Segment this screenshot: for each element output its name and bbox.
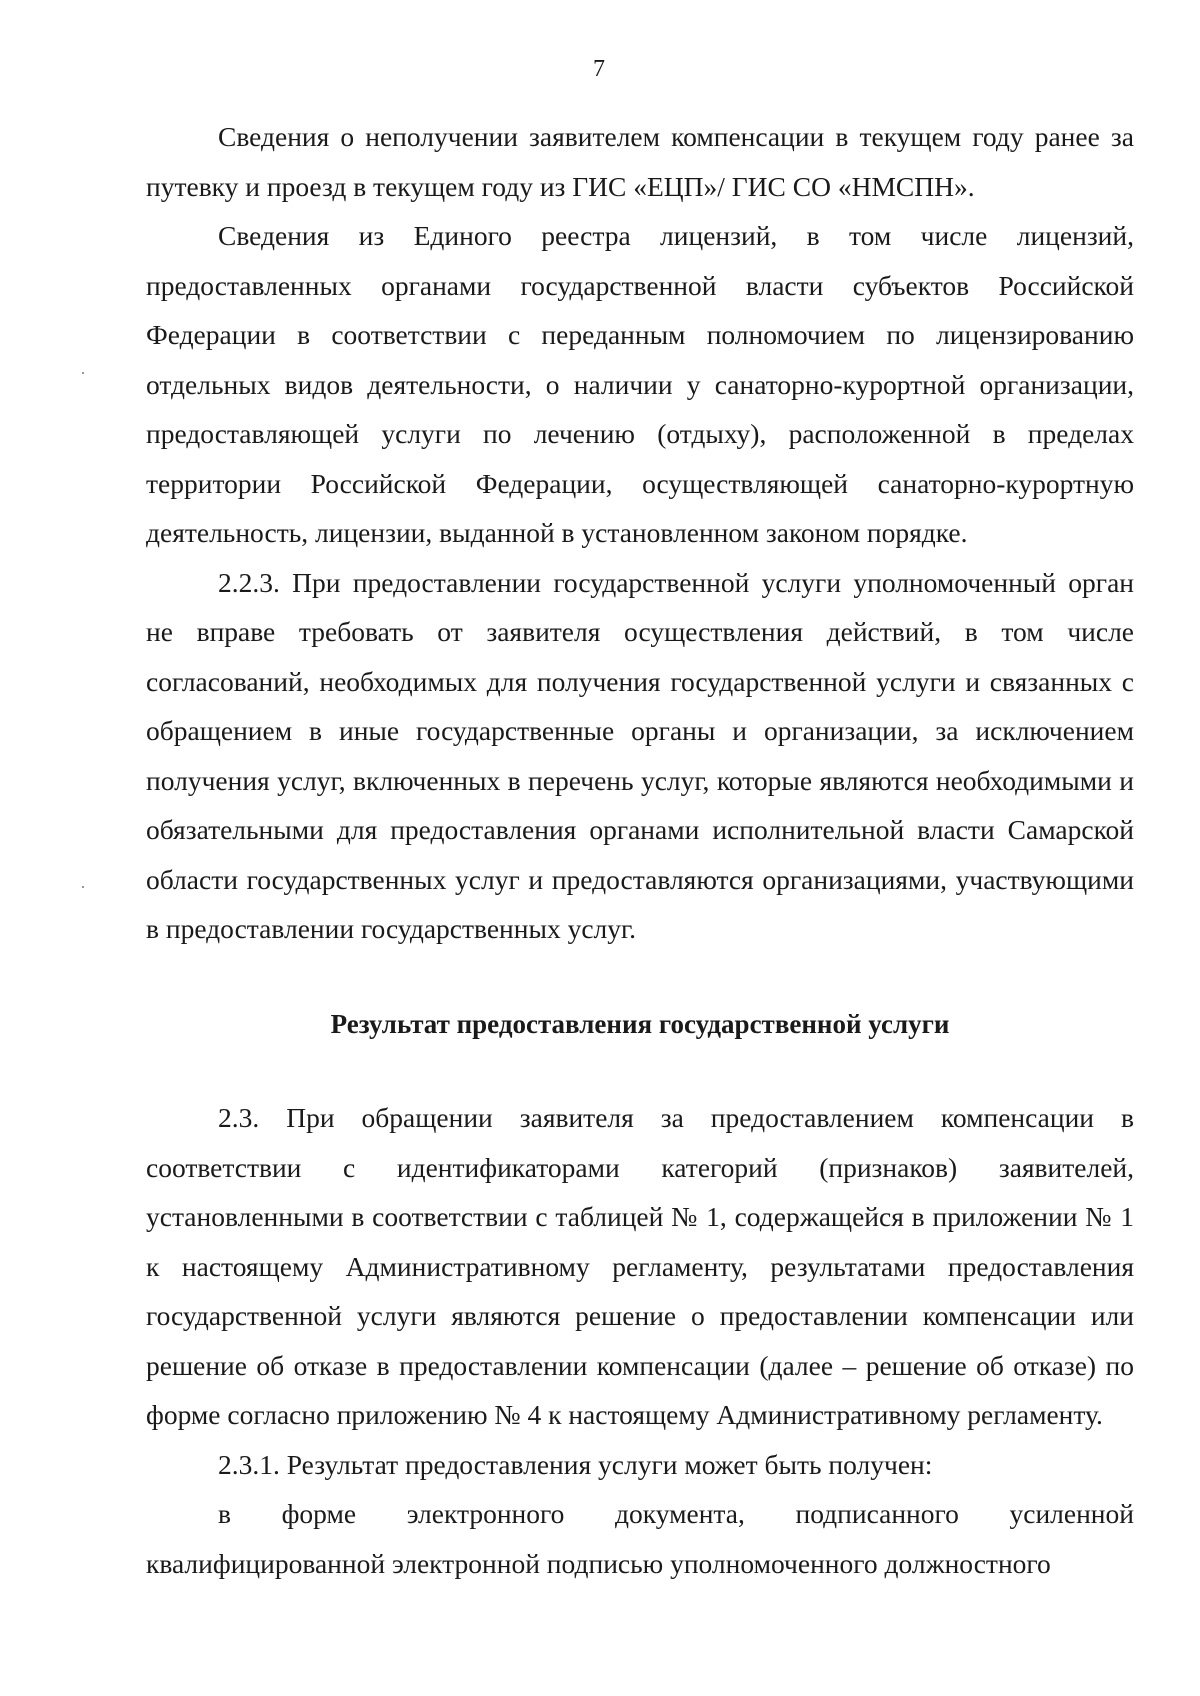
- paragraph-2-3-1: 2.3.1. Результат предоставления услуги может быть получен:: [218, 1448, 933, 1480]
- margin-mark: [82, 372, 84, 374]
- document-body: [146, 112, 1134, 1588]
- paragraph-electronic-document: в форме электронного документа, подписанного усиленной квалифицированной электронной подписью уполномоченного должностного: [146, 1498, 1134, 1579]
- paragraph-license-registry: Сведения из Единого реестра лицензий, в том числе лицензий, предоставленных органами государственной власти субъектов Российской Федерации в соответствии с переданным полномочием по лицензированию отдельных видов деятельности, о наличии у санаторно-курортной организации, предоставляющей услуги по лечению (отдыху), расположенной в пределах территории Российской Федерации, осуществляющей санаторно-курортную деятельность, лицензии, выданной в установленном законом порядке.: [146, 220, 1134, 548]
- paragraph-2-3: 2.3. При обращении заявителя за предоставлением компенсации в соответствии с идентификаторами категорий (признаков) заявителей, установленными в соответствии с таблицей № 1, содержащейся в приложении № 1 к настоящему Административному регламенту, результатами предоставления государственной услуги являются решение о предоставлении компенсации или решение об отказе в предоставлении компенсации (далее – решение об отказе) по форме согласно приложению № 4 к настоящему Административному регламенту.: [146, 1102, 1134, 1430]
- margin-mark: [82, 886, 84, 888]
- section-spacer: [146, 954, 1134, 1000]
- paragraph-2-2-3: 2.2.3. При предоставлении государственной услуги уполномоченный орган не вправе требовать от заявителя осуществления действий, в том числе согласований, необходимых для получения государственной услуги и связанных с обращением в иные государственные органы и организации, за исключением получения услуг, включенных в перечень услуг, которые являются необходимыми и обязательными для предоставления органами исполнительной власти Самарской области государственных услуг и предоставляются организациями, участвующими в предоставлении государственных услуг.: [146, 566, 1134, 944]
- section-spacer: [146, 1049, 1134, 1093]
- paragraph-gis-info: Сведения о неполучении заявителем компенсации в текущем году ранее за путевку и проезд в текущем году из ГИС «ЕЦП»/ ГИС СО «НМСПН».: [146, 121, 1134, 202]
- page-number: 7: [593, 56, 605, 82]
- section-heading: Результат предоставления государственной услуги: [330, 1008, 950, 1039]
